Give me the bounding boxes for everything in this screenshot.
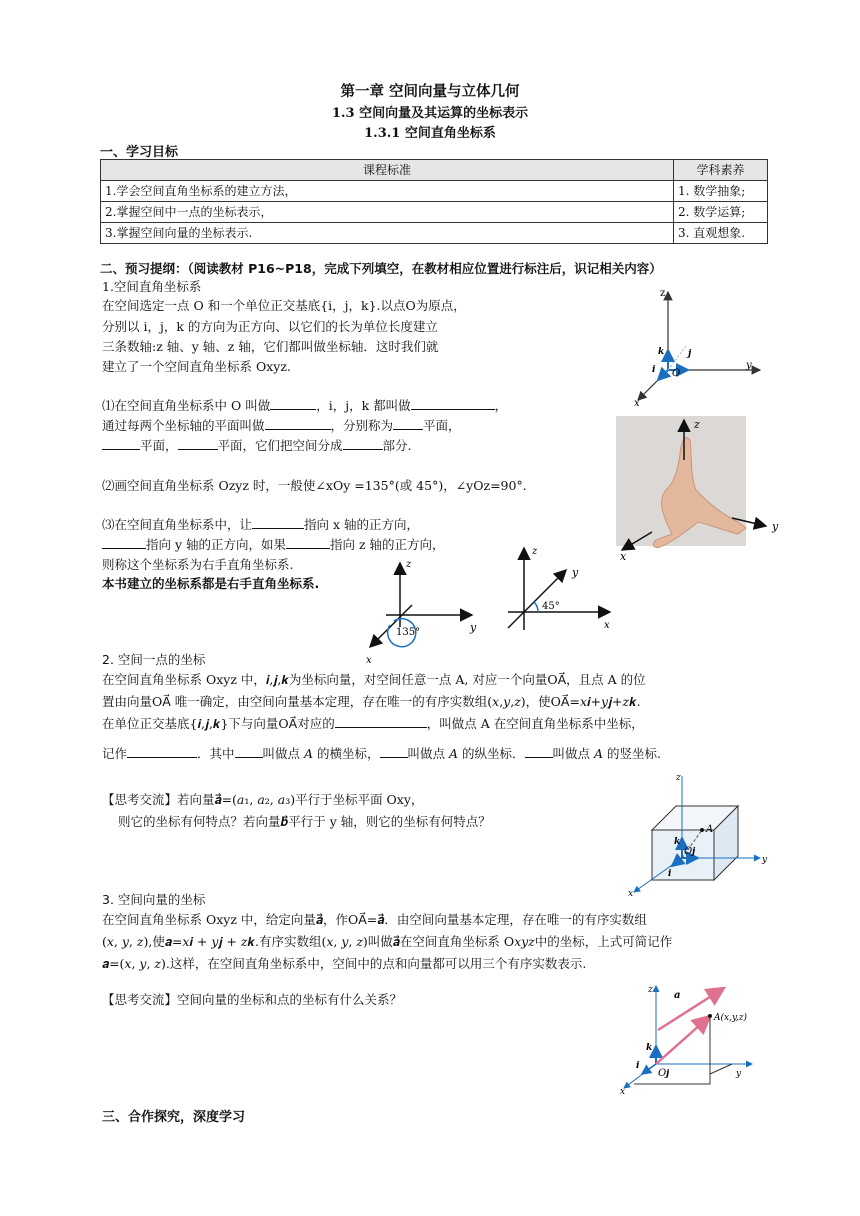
- fill-blank[interactable]: [286, 535, 330, 549]
- question-1-line-2: [102, 416, 461, 435]
- angle-label: 45°: [542, 601, 560, 612]
- vector-a-label: a: [674, 990, 681, 1001]
- fill-blank[interactable]: [265, 416, 331, 430]
- table-row: [101, 181, 768, 202]
- z-label: z: [648, 985, 653, 995]
- table-header-standards: 课程标准: [101, 160, 674, 181]
- text-line: [102, 744, 661, 763]
- y-label: y: [746, 360, 752, 371]
- oblique-axes-135-figure: [360, 555, 490, 667]
- question-3-bold: 本书建立的坐标系都是右手直角坐标系.: [102, 576, 320, 591]
- question-3-line-1: [102, 515, 419, 534]
- vector-coords-figure: [612, 980, 772, 1096]
- table-cell: 1. 数学抽象;: [674, 181, 768, 202]
- text: 叫做点 𝐴 的纵坐标．: [407, 746, 525, 761]
- table-cell: 3.掌握空间向量的坐标表示.: [101, 223, 674, 244]
- k-label: k: [674, 837, 681, 847]
- text-line: 𝒂=(𝑥, 𝑦, 𝑧).这样，在空间直角坐标系中，空间中的点和向量都可以用三个有序实数表示.: [102, 956, 587, 971]
- text: 平面，: [423, 418, 461, 433]
- text-line: 在空间直角坐标系 Oxyz 中，𝒊,𝒋,𝒌为坐标向量，对空间任意一点 A, 对应一个向量OA⃗，且点 A 的位: [102, 672, 646, 687]
- y-label: y: [470, 621, 477, 634]
- text: ，叫做点 A 在空间直角坐标系中坐标，: [426, 716, 644, 731]
- text-line: 三条数轴:z 轴、y 轴、z 轴，它们都叫做坐标轴．这时我们就: [102, 339, 439, 354]
- text-line: 置由向量OA⃗ 唯一确定，由空间向量基本定理，存在唯一的有序实数组(𝑥,𝑦,𝑧)，使OA⃗=𝑥𝒊+𝑦𝒋+𝑧𝒌.: [102, 694, 641, 709]
- goals-table: [100, 159, 768, 244]
- question-2: ⑵画空间直角坐标系 Ozyz 时，一般使∠xOy =135°(或 45°)，∠yOz=90°.: [102, 478, 527, 493]
- section-heading-explore: 三、合作探究，深度学习: [102, 1110, 246, 1125]
- oblique-axes-45-figure: [498, 540, 624, 632]
- fill-blank[interactable]: [235, 744, 263, 758]
- think-exchange-1-line-1: 【思考交流】若向量𝒂⃗=(𝑎₁, 𝑎₂, 𝑎₃)平行于坐标平面 Oxy，: [102, 792, 424, 807]
- j-label: j: [688, 349, 692, 359]
- table-row: [101, 223, 768, 244]
- subsection-title: 1.3.1 空间直角坐标系: [364, 126, 496, 141]
- fill-blank[interactable]: [380, 744, 408, 758]
- text: 叫做点 𝐴 的横坐标，: [262, 746, 380, 761]
- text: 在单位正交基底{𝒊,𝒋,𝒌}下与向量OA⃗对应的: [102, 716, 335, 731]
- text: 叫做点 𝐴 的竖坐标.: [552, 746, 661, 761]
- box-point-figure: [620, 768, 770, 898]
- question-3-line-3: 则称这个坐标系为右手直角坐标系.: [102, 557, 294, 572]
- text: ⑴在空间直角坐标系中 O 叫做: [102, 398, 271, 413]
- fill-blank[interactable]: [102, 535, 146, 549]
- think-exchange-2: 【思考交流】空间向量的坐标和点的坐标有什么关系？: [102, 992, 403, 1007]
- table-cell: 2. 数学运算;: [674, 202, 768, 223]
- table-cell: 1.学会空间直角坐标系的建立方法，: [101, 181, 674, 202]
- fill-blank[interactable]: [270, 396, 316, 410]
- x-label: x: [634, 398, 640, 408]
- right-hand-figure: [612, 414, 788, 564]
- text: ⑶在空间直角坐标系中，让: [102, 517, 253, 532]
- text: ，i，j，k 都叫做: [316, 398, 411, 413]
- text-line: [102, 714, 644, 733]
- text-line: 在空间选定一点 O 和一个单位正交基底{i，j，k}.以点O为原点，: [102, 298, 466, 313]
- k-label: k: [658, 347, 665, 357]
- z-label: z: [532, 546, 538, 557]
- question-3-line-2: [102, 535, 445, 554]
- y-label: y: [762, 855, 768, 865]
- text: 平面，它们把空间分成: [217, 438, 343, 453]
- subsection-title-coords: 1.空间直角坐标系: [102, 279, 202, 294]
- z-label: z: [660, 288, 666, 299]
- x-label: x: [620, 550, 627, 563]
- y-label: y: [736, 1069, 742, 1079]
- table-header-row: [101, 160, 768, 181]
- text-line: (𝑥, 𝑦, 𝑧),使𝒂=𝑥𝒊 + 𝑦𝒋 + 𝑧𝒌.有序实数组(𝑥, 𝑦, 𝑧)叫做𝒂⃗在空间直角坐标系 O𝑥𝑦𝑧中的坐标，上式可简记作: [102, 934, 673, 949]
- y-label: y: [572, 566, 579, 579]
- k-label: k: [646, 1043, 653, 1053]
- x-label: x: [620, 1087, 626, 1096]
- z-label: z: [406, 559, 412, 570]
- table-cell: 2.掌握空间中一点的坐标表示，: [101, 202, 674, 223]
- x-label: x: [366, 655, 372, 666]
- text: 指向 y 轴的正方向，如果: [146, 537, 287, 552]
- j-label: j: [692, 847, 696, 857]
- section-title: 1.3 空间向量及其运算的坐标表示: [331, 106, 529, 121]
- text: ，: [494, 398, 508, 413]
- text: 通过每两个坐标轴的平面叫做: [102, 418, 265, 433]
- fill-blank[interactable]: [178, 436, 218, 450]
- table-header-literacy: 学科素养: [674, 160, 768, 181]
- text: 指向 z 轴的正方向，: [330, 537, 445, 552]
- section-heading-goals: 一、学习目标: [100, 145, 179, 160]
- i-label: i: [636, 1061, 640, 1071]
- text: 平面，: [140, 438, 178, 453]
- point-a-label: A(x,y,z): [714, 1013, 747, 1023]
- text-line: 分别以 i，j，k 的方向为正方向、以它们的长为单位长度建立: [102, 319, 438, 334]
- z-label: z: [676, 773, 681, 783]
- axes-figure: [620, 282, 780, 408]
- fill-blank[interactable]: [411, 396, 495, 410]
- fill-blank[interactable]: [127, 744, 197, 758]
- table-row: [101, 202, 768, 223]
- fill-blank[interactable]: [343, 436, 383, 450]
- z-label: z: [694, 418, 700, 431]
- think-exchange-1-line-2: 则它的坐标有何特点？若向量𝒃⃗平行于 y 轴，则它的坐标有何特点？: [118, 814, 491, 829]
- section-heading-preview: 二、预习提纲：（阅读教材 P16~P18，完成下列填空，在教材相应位置进行标注后，识记相关内容）: [100, 261, 662, 276]
- fill-blank[interactable]: [252, 515, 304, 529]
- question-1-line-1: [102, 396, 507, 415]
- i-label: i: [652, 365, 656, 375]
- text: ，分别称为: [330, 418, 394, 433]
- origin-label: O: [672, 368, 681, 379]
- question-1-line-3: [102, 436, 412, 455]
- text: 部分.: [382, 438, 412, 453]
- text: ．其中: [197, 746, 235, 761]
- origin-label: O: [684, 846, 693, 857]
- subsection-title-point: 2. 空间一点的坐标: [102, 652, 206, 667]
- fill-blank[interactable]: [393, 416, 423, 430]
- text: 指向 x 轴的正方向，: [304, 517, 420, 532]
- x-label: x: [628, 889, 634, 898]
- text-line: 建立了一个空间直角坐标系 Oxyz.: [102, 359, 291, 374]
- x-label: x: [604, 620, 610, 631]
- table-cell: 3. 直观想象.: [674, 223, 768, 244]
- fill-blank[interactable]: [102, 436, 140, 450]
- origin-label: O: [658, 1068, 667, 1079]
- chapter-title: 第一章 空间向量与立体几何: [340, 84, 520, 100]
- fill-blank[interactable]: [525, 744, 553, 758]
- subsection-title-vector: 3. 空间向量的坐标: [102, 892, 206, 907]
- j-label: j: [666, 1069, 670, 1079]
- text-line: 在空间直角坐标系 Oxyz 中，给定向量𝒂⃗，作OA⃗=𝒂⃗．由空间向量基本定理，存在唯一的有序实数组: [102, 912, 647, 927]
- angle-label: 135°: [396, 627, 421, 638]
- y-label: y: [772, 520, 779, 533]
- fill-blank[interactable]: [335, 714, 427, 728]
- point-a-label: A: [706, 824, 714, 835]
- text: 记作: [102, 746, 128, 761]
- i-label: i: [668, 869, 672, 879]
